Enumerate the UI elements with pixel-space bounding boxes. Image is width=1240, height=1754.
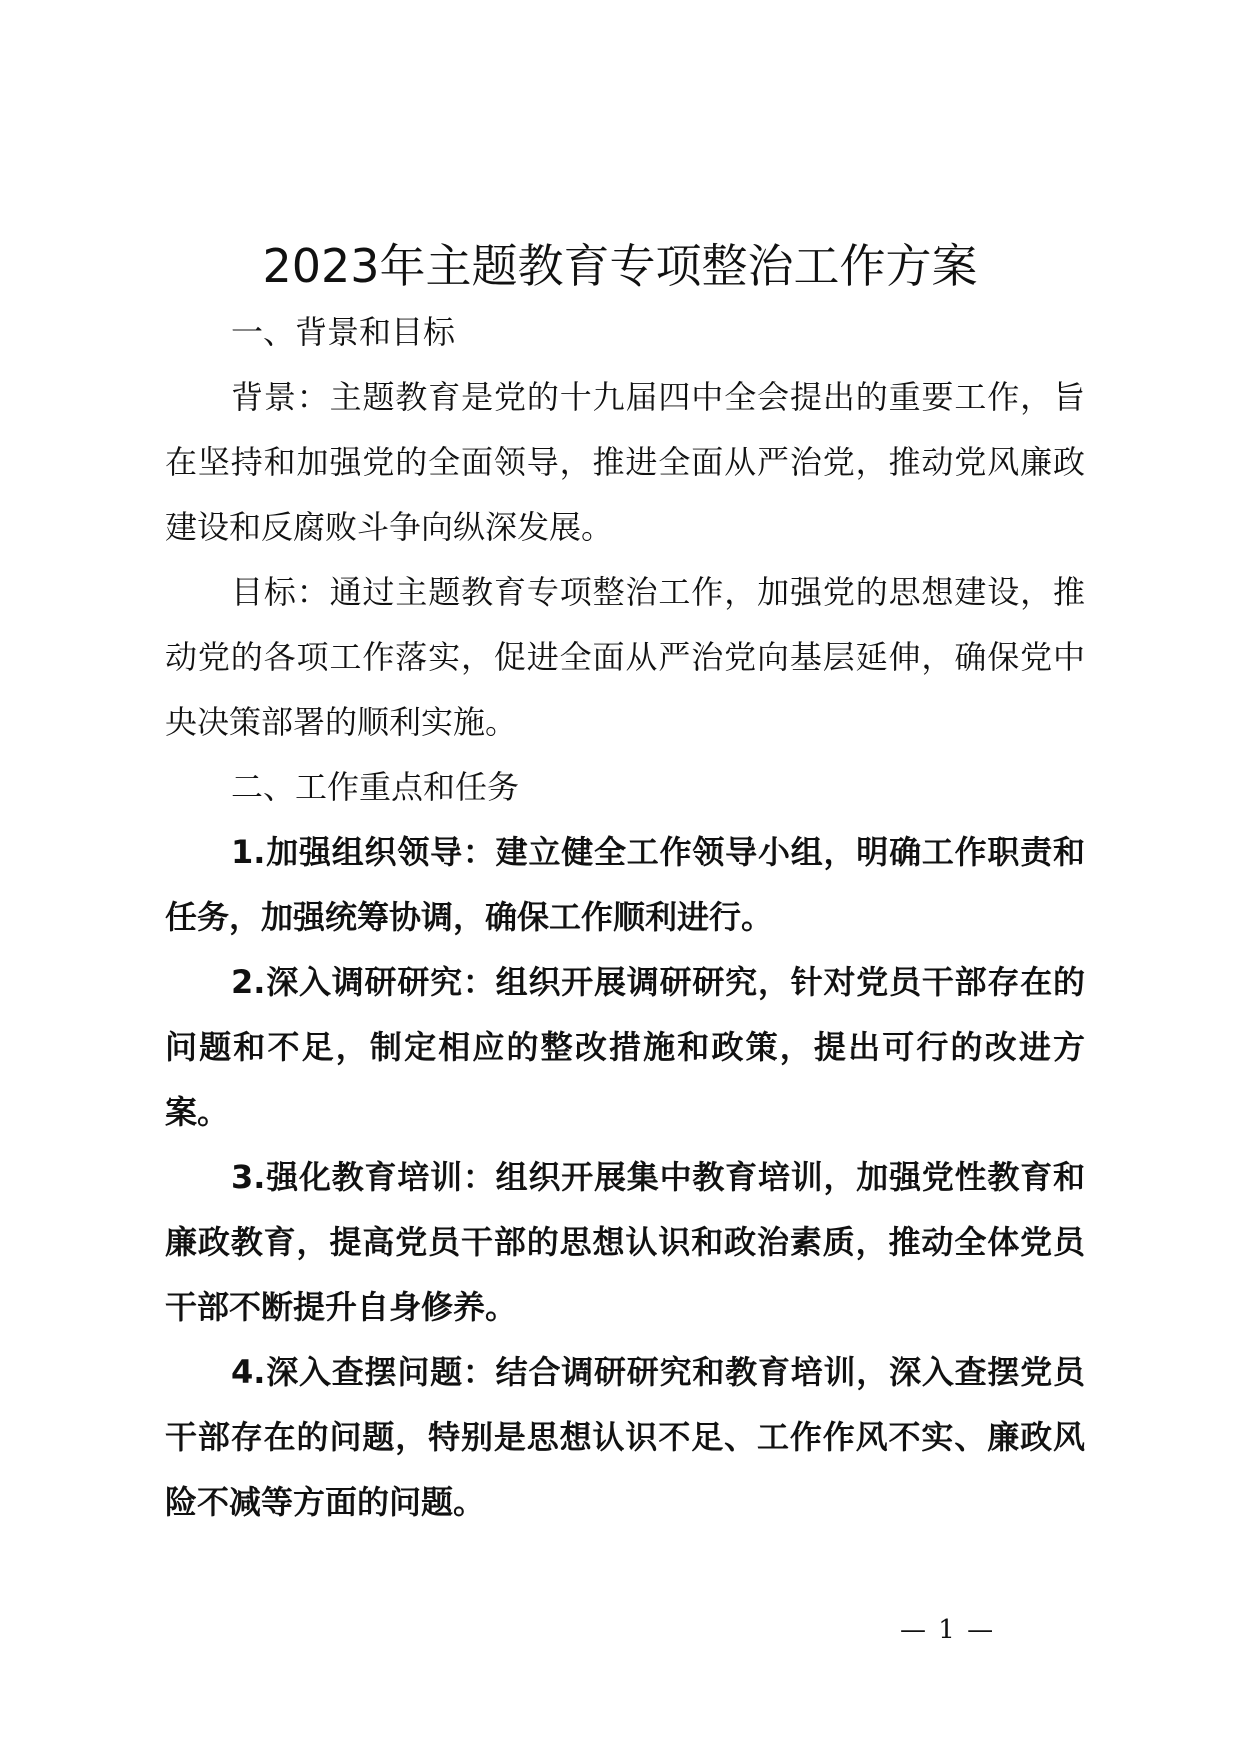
task-item-1: 1.加强组织领导：建立健全工作领导小组，明确工作职责和任务，加强统筹协调，确保工作顺利进行。 bbox=[165, 833, 1085, 936]
section-work-focus-tasks bbox=[165, 755, 1085, 1535]
task-item-4: 4.深入查摆问题：结合调研研究和教育培训，深入查摆党员干部存在的问题，特别是思想认识不足、工作作风不实、廉政风险不减等方面的问题。 bbox=[165, 1353, 1085, 1521]
document-body bbox=[165, 300, 1085, 1535]
section-heading: 一、背景和目标 bbox=[231, 313, 456, 351]
document-title: 2023年主题教育专项整治工作方案 bbox=[262, 239, 978, 293]
paragraph-goal: 目标：通过主题教育专项整治工作，加强党的思想建设，推动党的各项工作落实，促进全面从严治党向基层延伸，确保党中央决策部署的顺利实施。 bbox=[165, 573, 1085, 741]
task-item-2: 2.深入调研研究：组织开展调研研究，针对党员干部存在的问题和不足，制定相应的整改措施和政策，提出可行的改进方案。 bbox=[165, 963, 1085, 1131]
page-number: — 1 — bbox=[900, 1615, 996, 1645]
section-heading: 二、工作重点和任务 bbox=[231, 768, 520, 806]
paragraph-background: 背景：主题教育是党的十九届四中全会提出的重要工作，旨在坚持和加强党的全面领导，推进全面从严治党，推动党风廉政建设和反腐败斗争向纵深发展。 bbox=[165, 378, 1085, 546]
task-item-3: 3.强化教育培训：组织开展集中教育培训，加强党性教育和廉政教育，提高党员干部的思想认识和政治素质，推动全体党员干部不断提升自身修养。 bbox=[165, 1158, 1085, 1326]
section-background-goals bbox=[165, 300, 1085, 755]
